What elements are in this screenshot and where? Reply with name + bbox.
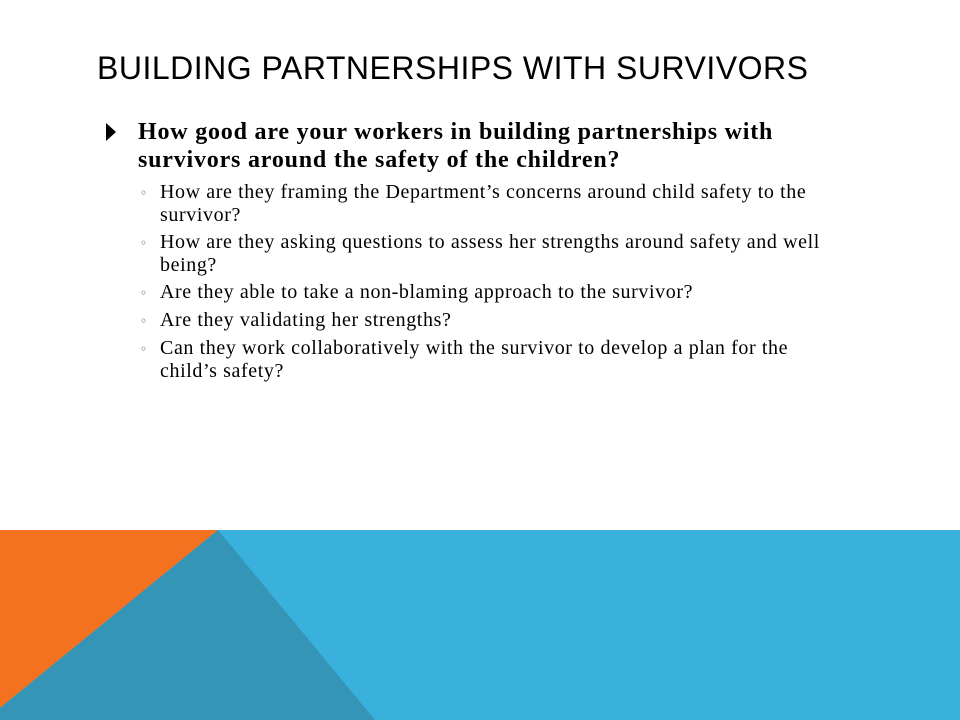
- decorative-footer-band: [0, 530, 960, 720]
- slide-title: BUILDING PARTNERSHIPS WITH SURVIVORS: [97, 50, 809, 86]
- sub-bullet-text: How are they framing the Department’s concerns around child safety to the survivor?: [160, 181, 807, 226]
- list-item: [100, 281, 880, 305]
- sub-bullet-text: Can they work collaboratively with the survivor to develop a plan for the child’s safety?: [160, 337, 789, 382]
- sub-bullet-text: Are they validating her strengths?: [160, 309, 452, 331]
- circle-bullet-icon: ◦: [140, 286, 148, 300]
- list-item: [100, 181, 880, 227]
- list-item: [100, 231, 880, 277]
- sub-bullet-text: How are they asking questions to assess her strengths around safety and well being?: [160, 231, 820, 276]
- main-bullet-text: How good are your workers in building partnerships with survivors around the safety of the children?: [138, 119, 774, 173]
- list-item: [100, 309, 880, 333]
- main-bullet: [100, 118, 880, 174]
- sub-bullet-text: Are they able to take a non-blaming approach to the survivor?: [160, 281, 694, 303]
- circle-bullet-icon: ◦: [140, 186, 148, 200]
- circle-bullet-icon: ◦: [140, 342, 148, 356]
- circle-bullet-icon: ◦: [140, 236, 148, 250]
- list-item: [100, 337, 880, 383]
- slide-content: [100, 118, 880, 387]
- arrow-right-icon: [106, 123, 116, 141]
- circle-bullet-icon: ◦: [140, 314, 148, 328]
- sub-bullet-list: [100, 181, 880, 383]
